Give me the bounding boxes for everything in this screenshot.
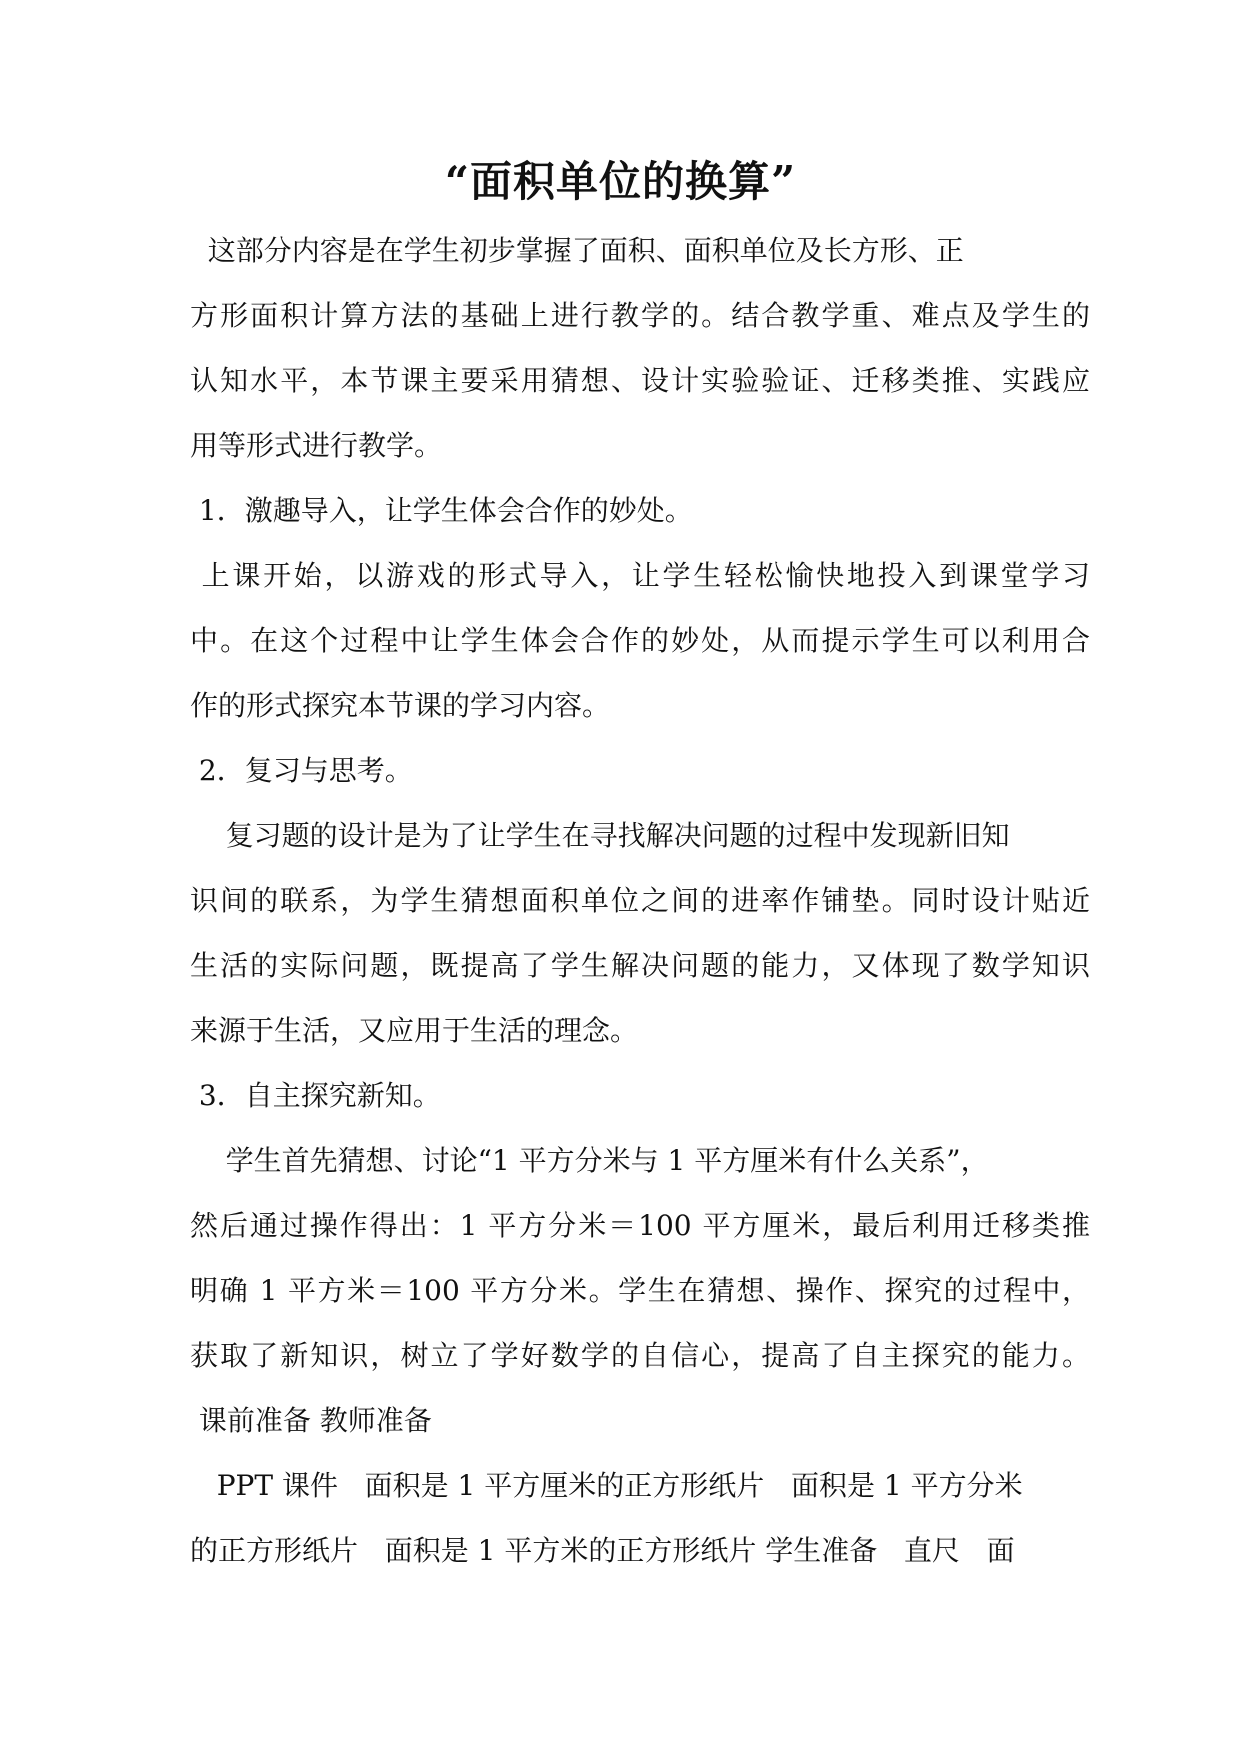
paragraph-line: PPT 课件 面积是 1 平方厘米的正方形纸片 面积是 1 平方分米 (190, 1469, 1023, 1502)
section-heading: 1．激趣导入，让学生体会合作的妙处。 (190, 494, 693, 527)
paragraph-line: 学生首先猜想、讨论“1 平方分米与 1 平方厘米有什么关系”， (190, 1144, 989, 1177)
paragraph-line: 然后通过操作得出：1 平方分米＝100 平方厘米，最后利用迁移类推 (190, 1209, 1090, 1242)
paragraph-line: 认知水平，本节课主要采用猜想、设计实验验证、迁移类推、实践应 (190, 364, 1090, 397)
paragraph-line: 的正方形纸片 面积是 1 平方米的正方形纸片 学生准备 直尺 面 (190, 1534, 1015, 1567)
document-title: “面积单位的换算” (444, 157, 797, 206)
paragraph-line: 这部分内容是在学生初步掌握了面积、面积单位及长方形、正 (190, 234, 964, 267)
paragraph-line: 中。在这个过程中让学生体会合作的妙处，从而提示学生可以利用合 (190, 624, 1090, 657)
paragraph-line: 来源于生活，又应用于生活的理念。 (190, 1014, 639, 1047)
section-heading: 2．复习与思考。 (190, 754, 413, 787)
paragraph-line: 方形面积计算方法的基础上进行教学的。结合教学重、难点及学生的 (190, 299, 1090, 332)
paragraph-line: 用等形式进行教学。 (190, 429, 443, 462)
paragraph-line: 生活的实际问题，既提高了学生解决问题的能力，又体现了数学知识 (190, 949, 1090, 982)
paragraph-line: 识间的联系，为学生猜想面积单位之间的进率作铺垫。同时设计贴近 (190, 884, 1090, 917)
paragraph-line: 获取了新知识，树立了学好数学的自信心，提高了自主探究的能力。 (190, 1339, 1090, 1372)
section-heading: 3．自主探究新知。 (190, 1079, 441, 1112)
paragraph-line: 明确 1 平方米＝100 平方分米。学生在猜想、操作、探究的过程中， (190, 1274, 1090, 1307)
paragraph-line: 复习题的设计是为了让学生在寻找解决问题的过程中发现新旧知 (190, 819, 1010, 852)
paragraph-line: 上课开始，以游戏的形式导入，让学生轻松愉快地投入到课堂学习 (190, 559, 1090, 592)
paragraph-line: 作的形式探究本节课的学习内容。 (190, 689, 611, 722)
section-heading: 课前准备 教师准备 (190, 1404, 432, 1437)
